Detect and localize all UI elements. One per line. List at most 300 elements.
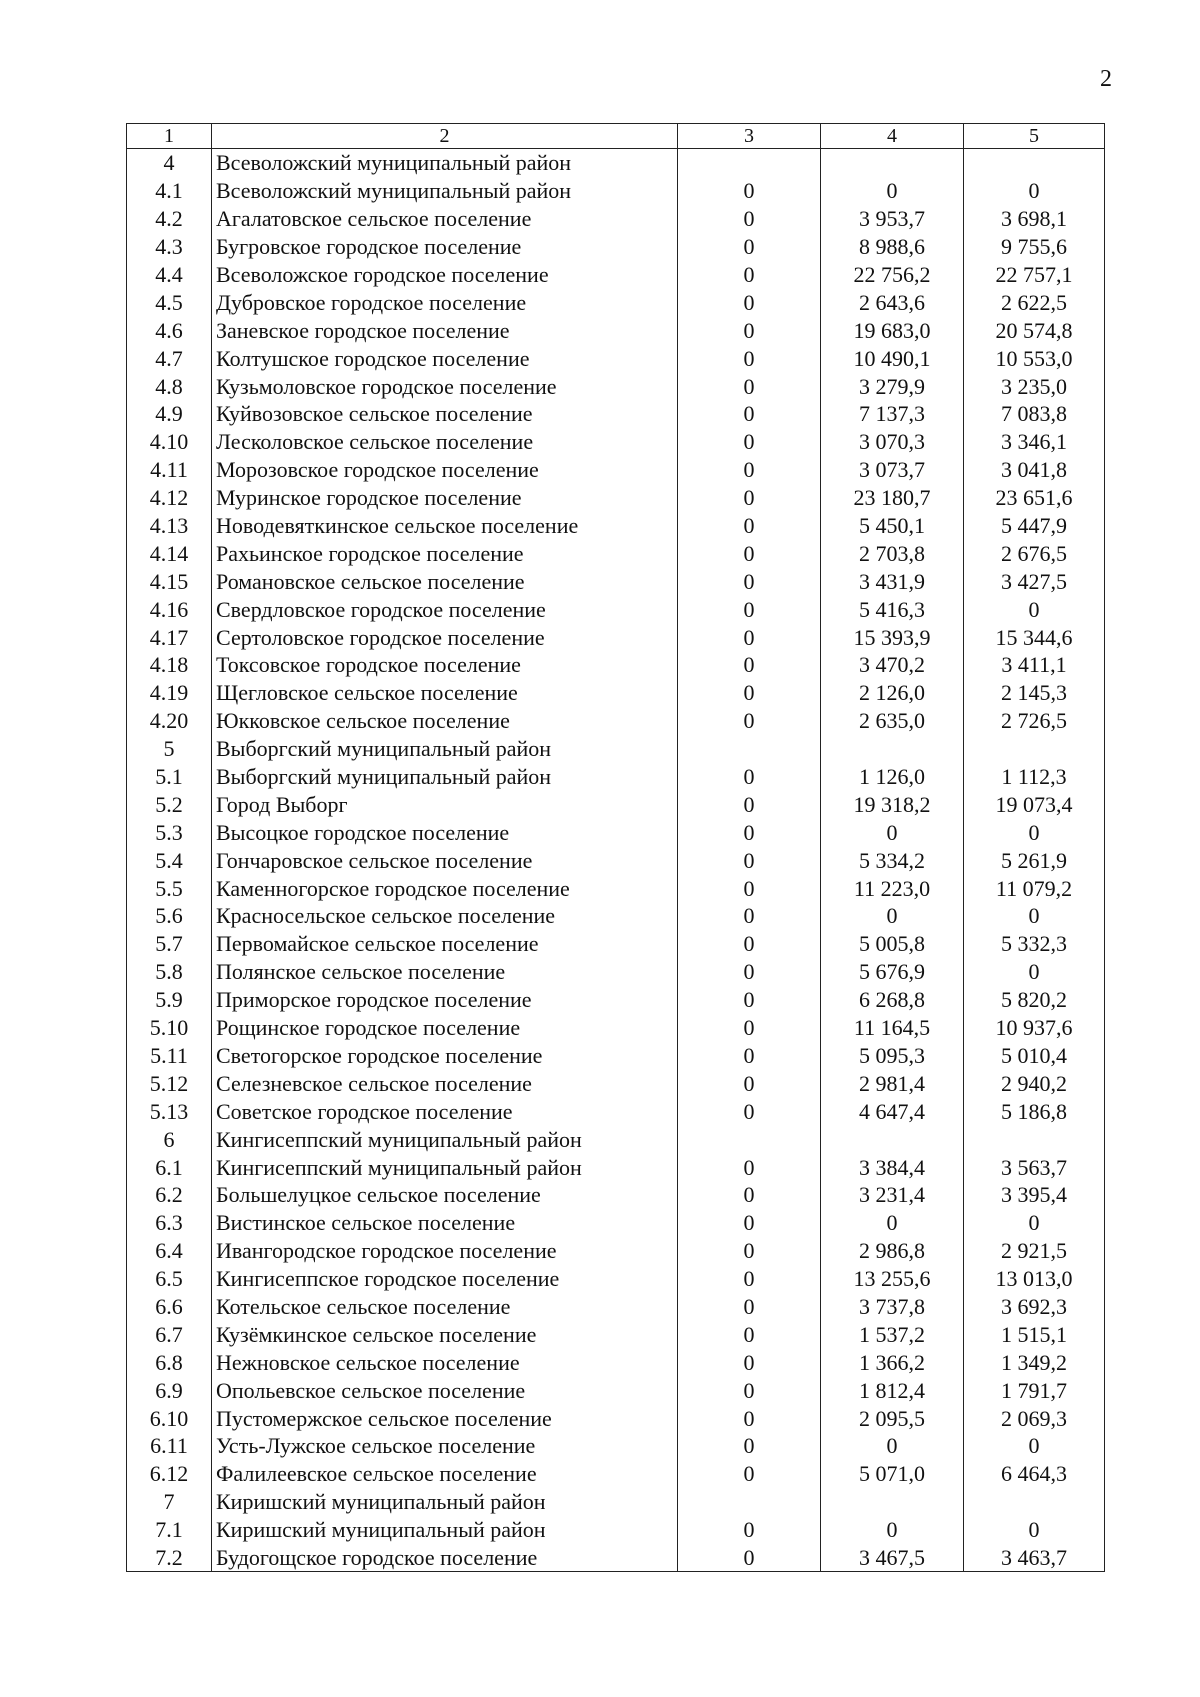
header-cell-2: 2 [212, 124, 678, 149]
row-col5: 20 574,8 [964, 316, 1105, 344]
row-name: Всеволожский муниципальный район [212, 149, 678, 177]
row-name: Куйвозовское сельское поселение [212, 400, 678, 428]
row-col4: 19 683,0 [821, 316, 964, 344]
row-col5: 13 013,0 [964, 1265, 1105, 1293]
row-name: Сертоловское городское поселение [212, 623, 678, 651]
row-col4: 1 812,4 [821, 1376, 964, 1404]
row-col3: 0 [678, 1042, 821, 1070]
row-col3: 0 [678, 484, 821, 512]
row-name: Первомайское сельское поселение [212, 930, 678, 958]
table-row [127, 1432, 1105, 1460]
table-row [127, 567, 1105, 595]
table-row [127, 790, 1105, 818]
row-col3: 0 [678, 651, 821, 679]
row-col4: 4 647,4 [821, 1097, 964, 1125]
row-col3: 0 [678, 1293, 821, 1321]
table-row [127, 679, 1105, 707]
row-col5: 15 344,6 [964, 623, 1105, 651]
row-col3: 0 [678, 1014, 821, 1042]
table-row [127, 1320, 1105, 1348]
table-row [127, 149, 1105, 177]
row-number: 6.5 [127, 1265, 212, 1293]
row-number: 4.6 [127, 316, 212, 344]
row-number: 4.10 [127, 428, 212, 456]
row-number: 4.4 [127, 261, 212, 289]
row-number: 4.7 [127, 344, 212, 372]
row-number: 5.2 [127, 790, 212, 818]
table-row [127, 763, 1105, 791]
row-number: 4.9 [127, 400, 212, 428]
row-col4: 3 384,4 [821, 1153, 964, 1181]
row-name: Вистинское сельское поселение [212, 1209, 678, 1237]
table-row [127, 595, 1105, 623]
row-name: Фалилеевское сельское поселение [212, 1460, 678, 1488]
row-col3: 0 [678, 1432, 821, 1460]
row-col4: 19 318,2 [821, 790, 964, 818]
row-col4: 5 450,1 [821, 512, 964, 540]
row-name: Колтушское городское поселение [212, 344, 678, 372]
row-col3: 0 [678, 1404, 821, 1432]
row-col5: 1 349,2 [964, 1348, 1105, 1376]
row-col5: 0 [964, 1516, 1105, 1544]
header-cell-3: 3 [678, 124, 821, 149]
row-number: 6.7 [127, 1320, 212, 1348]
row-col3: 0 [678, 372, 821, 400]
row-col3: 0 [678, 1069, 821, 1097]
row-number: 5.11 [127, 1042, 212, 1070]
row-name: Кузёмкинское сельское поселение [212, 1320, 678, 1348]
row-col5 [964, 735, 1105, 763]
row-col3 [678, 149, 821, 177]
table-row [127, 818, 1105, 846]
row-number: 6.4 [127, 1237, 212, 1265]
row-col4: 0 [821, 902, 964, 930]
row-col4: 8 988,6 [821, 233, 964, 261]
row-name: Свердловское городское поселение [212, 595, 678, 623]
row-name: Токсовское городское поселение [212, 651, 678, 679]
table-row [127, 261, 1105, 289]
row-col3: 0 [678, 958, 821, 986]
row-name: Романовское сельское поселение [212, 567, 678, 595]
row-col5: 0 [964, 1432, 1105, 1460]
row-col5: 5 820,2 [964, 986, 1105, 1014]
row-col3: 0 [678, 986, 821, 1014]
row-col3: 0 [678, 902, 821, 930]
row-col4: 0 [821, 177, 964, 205]
row-col4: 5 416,3 [821, 595, 964, 623]
row-number: 5.1 [127, 763, 212, 791]
row-col3: 0 [678, 288, 821, 316]
row-col5: 10 553,0 [964, 344, 1105, 372]
row-number: 4.17 [127, 623, 212, 651]
row-col5: 5 332,3 [964, 930, 1105, 958]
row-col5: 10 937,6 [964, 1014, 1105, 1042]
row-name: Кингисеппский муниципальный район [212, 1153, 678, 1181]
row-number: 5.10 [127, 1014, 212, 1042]
row-col3: 0 [678, 790, 821, 818]
row-number: 4 [127, 149, 212, 177]
table-row [127, 1404, 1105, 1432]
table-row [127, 1014, 1105, 1042]
row-col5: 3 698,1 [964, 205, 1105, 233]
row-name: Киришский муниципальный район [212, 1516, 678, 1544]
table-row [127, 456, 1105, 484]
row-col4: 3 231,4 [821, 1181, 964, 1209]
row-name: Агалатовское сельское поселение [212, 205, 678, 233]
row-col4: 5 095,3 [821, 1042, 964, 1070]
row-number: 5.8 [127, 958, 212, 986]
row-col3: 0 [678, 205, 821, 233]
row-col3: 0 [678, 930, 821, 958]
row-col3: 0 [678, 679, 821, 707]
table-row [127, 177, 1105, 205]
row-col3: 0 [678, 233, 821, 261]
row-col3 [678, 1488, 821, 1516]
row-col4: 3 070,3 [821, 428, 964, 456]
row-col5: 5 447,9 [964, 512, 1105, 540]
table-row [127, 428, 1105, 456]
row-number: 6.11 [127, 1432, 212, 1460]
row-col5: 0 [964, 1209, 1105, 1237]
row-col4: 0 [821, 1209, 964, 1237]
row-col5: 2 069,3 [964, 1404, 1105, 1432]
row-number: 5.4 [127, 846, 212, 874]
table-row [127, 1153, 1105, 1181]
row-name: Всеволожский муниципальный район [212, 177, 678, 205]
table-row [127, 539, 1105, 567]
row-col3: 0 [678, 512, 821, 540]
row-name: Муринское городское поселение [212, 484, 678, 512]
table-row [127, 1265, 1105, 1293]
row-col5: 3 692,3 [964, 1293, 1105, 1321]
table-row [127, 1348, 1105, 1376]
row-number: 6.1 [127, 1153, 212, 1181]
row-name: Бугровское городское поселение [212, 233, 678, 261]
row-number: 4.20 [127, 707, 212, 735]
table-row [127, 623, 1105, 651]
table-row [127, 1237, 1105, 1265]
row-name: Приморское городское поселение [212, 986, 678, 1014]
row-name: Нежновское сельское поселение [212, 1348, 678, 1376]
row-col5: 5 186,8 [964, 1097, 1105, 1125]
row-col4: 2 981,4 [821, 1069, 964, 1097]
row-name: Юкковское сельское поселение [212, 707, 678, 735]
table-row [127, 1125, 1105, 1153]
row-col5: 0 [964, 595, 1105, 623]
row-name: Усть-Лужское сельское поселение [212, 1432, 678, 1460]
row-col5: 5 261,9 [964, 846, 1105, 874]
row-col5: 3 041,8 [964, 456, 1105, 484]
table-row [127, 846, 1105, 874]
row-col5: 0 [964, 958, 1105, 986]
row-col3: 0 [678, 1209, 821, 1237]
row-col3: 0 [678, 567, 821, 595]
row-col5: 3 395,4 [964, 1181, 1105, 1209]
row-col4: 7 137,3 [821, 400, 964, 428]
row-col5 [964, 1125, 1105, 1153]
row-col4: 11 223,0 [821, 874, 964, 902]
row-col3: 0 [678, 846, 821, 874]
row-name: Опольевское сельское поселение [212, 1376, 678, 1404]
row-name: Новодевяткинское сельское поселение [212, 512, 678, 540]
row-number: 7 [127, 1488, 212, 1516]
row-col3: 0 [678, 261, 821, 289]
row-name: Кингисеппское городское поселение [212, 1265, 678, 1293]
row-col5: 0 [964, 902, 1105, 930]
row-col3: 0 [678, 1516, 821, 1544]
row-number: 4.18 [127, 651, 212, 679]
row-col4: 2 703,8 [821, 539, 964, 567]
table-row [127, 930, 1105, 958]
row-name: Полянское сельское поселение [212, 958, 678, 986]
row-name: Заневское городское поселение [212, 316, 678, 344]
row-col5: 11 079,2 [964, 874, 1105, 902]
row-name: Киришский муниципальный район [212, 1488, 678, 1516]
page-number: 2 [1100, 66, 1112, 92]
row-col4: 15 393,9 [821, 623, 964, 651]
row-number: 5.5 [127, 874, 212, 902]
row-col4: 5 676,9 [821, 958, 964, 986]
header-cell-1: 1 [127, 124, 212, 149]
row-name: Город Выборг [212, 790, 678, 818]
row-number: 4.15 [127, 567, 212, 595]
header-cell-4: 4 [821, 124, 964, 149]
row-col4 [821, 1488, 964, 1516]
row-col5: 5 010,4 [964, 1042, 1105, 1070]
row-col5: 2 145,3 [964, 679, 1105, 707]
row-name: Выборгский муниципальный район [212, 735, 678, 763]
row-col4: 2 635,0 [821, 707, 964, 735]
row-number: 4.11 [127, 456, 212, 484]
table-header-row [127, 124, 1105, 149]
row-number: 5.13 [127, 1097, 212, 1125]
row-name: Гончаровское сельское поселение [212, 846, 678, 874]
table-row [127, 986, 1105, 1014]
row-name: Красносельское сельское поселение [212, 902, 678, 930]
row-col5: 22 757,1 [964, 261, 1105, 289]
row-col4: 2 126,0 [821, 679, 964, 707]
row-col3: 0 [678, 1181, 821, 1209]
row-number: 6.9 [127, 1376, 212, 1404]
table-row [127, 1181, 1105, 1209]
row-name: Котельское сельское поселение [212, 1293, 678, 1321]
row-col4: 2 643,6 [821, 288, 964, 316]
table-row [127, 400, 1105, 428]
data-table [126, 123, 1105, 1572]
table-row [127, 1460, 1105, 1488]
row-col4: 1 366,2 [821, 1348, 964, 1376]
row-name: Рахьинское городское поселение [212, 539, 678, 567]
table-row [127, 902, 1105, 930]
row-col3: 0 [678, 1320, 821, 1348]
row-col3: 0 [678, 316, 821, 344]
row-name: Кузьмоловское городское поселение [212, 372, 678, 400]
row-name: Кингисеппский муниципальный район [212, 1125, 678, 1153]
row-col3: 0 [678, 344, 821, 372]
row-number: 5 [127, 735, 212, 763]
row-number: 6 [127, 1125, 212, 1153]
row-col3 [678, 735, 821, 763]
row-col4: 5 005,8 [821, 930, 964, 958]
row-number: 7.2 [127, 1544, 212, 1572]
row-col5: 3 235,0 [964, 372, 1105, 400]
table-row [127, 1293, 1105, 1321]
row-col4: 3 467,5 [821, 1544, 964, 1572]
row-col3: 0 [678, 1348, 821, 1376]
row-name: Дубровское городское поселение [212, 288, 678, 316]
row-number: 5.7 [127, 930, 212, 958]
row-col3: 0 [678, 539, 821, 567]
row-col4: 3 953,7 [821, 205, 964, 233]
row-col3: 0 [678, 623, 821, 651]
row-col4: 2 095,5 [821, 1404, 964, 1432]
table-row [127, 512, 1105, 540]
row-col4: 1 537,2 [821, 1320, 964, 1348]
row-col4: 0 [821, 1432, 964, 1460]
row-col4: 3 073,7 [821, 456, 964, 484]
row-col5: 1 791,7 [964, 1376, 1105, 1404]
table-row [127, 651, 1105, 679]
row-number: 5.9 [127, 986, 212, 1014]
row-col5: 3 346,1 [964, 428, 1105, 456]
row-number: 4.3 [127, 233, 212, 261]
row-col4 [821, 1125, 964, 1153]
row-col5: 0 [964, 177, 1105, 205]
row-col3: 0 [678, 1265, 821, 1293]
row-col5 [964, 1488, 1105, 1516]
row-name: Светогорское городское поселение [212, 1042, 678, 1070]
row-col5: 2 940,2 [964, 1069, 1105, 1097]
row-col4 [821, 735, 964, 763]
row-number: 4.13 [127, 512, 212, 540]
row-col4: 3 470,2 [821, 651, 964, 679]
row-name: Будогощское городское поселение [212, 1544, 678, 1572]
table-row [127, 874, 1105, 902]
row-col5: 19 073,4 [964, 790, 1105, 818]
row-col5: 23 651,6 [964, 484, 1105, 512]
row-col5: 3 463,7 [964, 1544, 1105, 1572]
row-col5: 1 515,1 [964, 1320, 1105, 1348]
row-col4: 2 986,8 [821, 1237, 964, 1265]
row-col4: 6 268,8 [821, 986, 964, 1014]
row-number: 5.3 [127, 818, 212, 846]
table-row [127, 1488, 1105, 1516]
table-row [127, 1209, 1105, 1237]
row-name: Высоцкое городское поселение [212, 818, 678, 846]
row-col5: 3 563,7 [964, 1153, 1105, 1181]
row-col4: 22 756,2 [821, 261, 964, 289]
row-number: 7.1 [127, 1516, 212, 1544]
table-row [127, 288, 1105, 316]
row-col3: 0 [678, 1097, 821, 1125]
row-col3: 0 [678, 177, 821, 205]
row-number: 4.1 [127, 177, 212, 205]
row-number: 4.8 [127, 372, 212, 400]
row-number: 6.10 [127, 1404, 212, 1432]
row-name: Морозовское городское поселение [212, 456, 678, 484]
row-name: Рощинское городское поселение [212, 1014, 678, 1042]
row-number: 6.3 [127, 1209, 212, 1237]
table-row [127, 958, 1105, 986]
row-name: Селезневское сельское поселение [212, 1069, 678, 1097]
header-cell-5: 5 [964, 124, 1105, 149]
row-col4: 0 [821, 818, 964, 846]
row-col3: 0 [678, 400, 821, 428]
table-row [127, 1042, 1105, 1070]
table-row [127, 344, 1105, 372]
row-number: 6.8 [127, 1348, 212, 1376]
table-row [127, 1516, 1105, 1544]
row-number: 5.6 [127, 902, 212, 930]
row-name: Лесколовское сельское поселение [212, 428, 678, 456]
row-name: Пустомержское сельское поселение [212, 1404, 678, 1432]
row-col5: 7 083,8 [964, 400, 1105, 428]
row-name: Ивангородское городское поселение [212, 1237, 678, 1265]
row-name: Всеволожское городское поселение [212, 261, 678, 289]
row-col3 [678, 1125, 821, 1153]
row-col5: 0 [964, 818, 1105, 846]
row-name: Выборгский муниципальный район [212, 763, 678, 791]
row-col5: 2 921,5 [964, 1237, 1105, 1265]
table-body [127, 124, 1105, 1572]
row-col3: 0 [678, 763, 821, 791]
row-col4: 13 255,6 [821, 1265, 964, 1293]
row-col3: 0 [678, 707, 821, 735]
row-col5: 3 411,1 [964, 651, 1105, 679]
row-number: 4.16 [127, 595, 212, 623]
row-col4: 0 [821, 1516, 964, 1544]
row-col5: 9 755,6 [964, 233, 1105, 261]
row-number: 5.12 [127, 1069, 212, 1097]
row-col5: 6 464,3 [964, 1460, 1105, 1488]
row-number: 4.2 [127, 205, 212, 233]
row-col4: 10 490,1 [821, 344, 964, 372]
row-col3: 0 [678, 1460, 821, 1488]
row-number: 4.14 [127, 539, 212, 567]
row-col4: 23 180,7 [821, 484, 964, 512]
row-col4: 1 126,0 [821, 763, 964, 791]
table-row [127, 735, 1105, 763]
table-row [127, 372, 1105, 400]
row-col3: 0 [678, 874, 821, 902]
row-col3: 0 [678, 1544, 821, 1572]
row-number: 6.12 [127, 1460, 212, 1488]
row-col5: 2 726,5 [964, 707, 1105, 735]
row-col3: 0 [678, 595, 821, 623]
row-col4: 3 279,9 [821, 372, 964, 400]
row-col3: 0 [678, 1153, 821, 1181]
table-row [127, 484, 1105, 512]
table-row [127, 205, 1105, 233]
row-col4: 5 071,0 [821, 1460, 964, 1488]
row-number: 4.12 [127, 484, 212, 512]
row-number: 4.5 [127, 288, 212, 316]
row-col3: 0 [678, 818, 821, 846]
row-col3: 0 [678, 428, 821, 456]
table-row [127, 1544, 1105, 1572]
row-name: Большелуцкое сельское поселение [212, 1181, 678, 1209]
row-col3: 0 [678, 1237, 821, 1265]
row-col4: 11 164,5 [821, 1014, 964, 1042]
row-number: 6.6 [127, 1293, 212, 1321]
table-row [127, 233, 1105, 261]
row-col4: 5 334,2 [821, 846, 964, 874]
table-row [127, 707, 1105, 735]
row-col5 [964, 149, 1105, 177]
row-col3: 0 [678, 456, 821, 484]
table-row [127, 316, 1105, 344]
row-col4 [821, 149, 964, 177]
